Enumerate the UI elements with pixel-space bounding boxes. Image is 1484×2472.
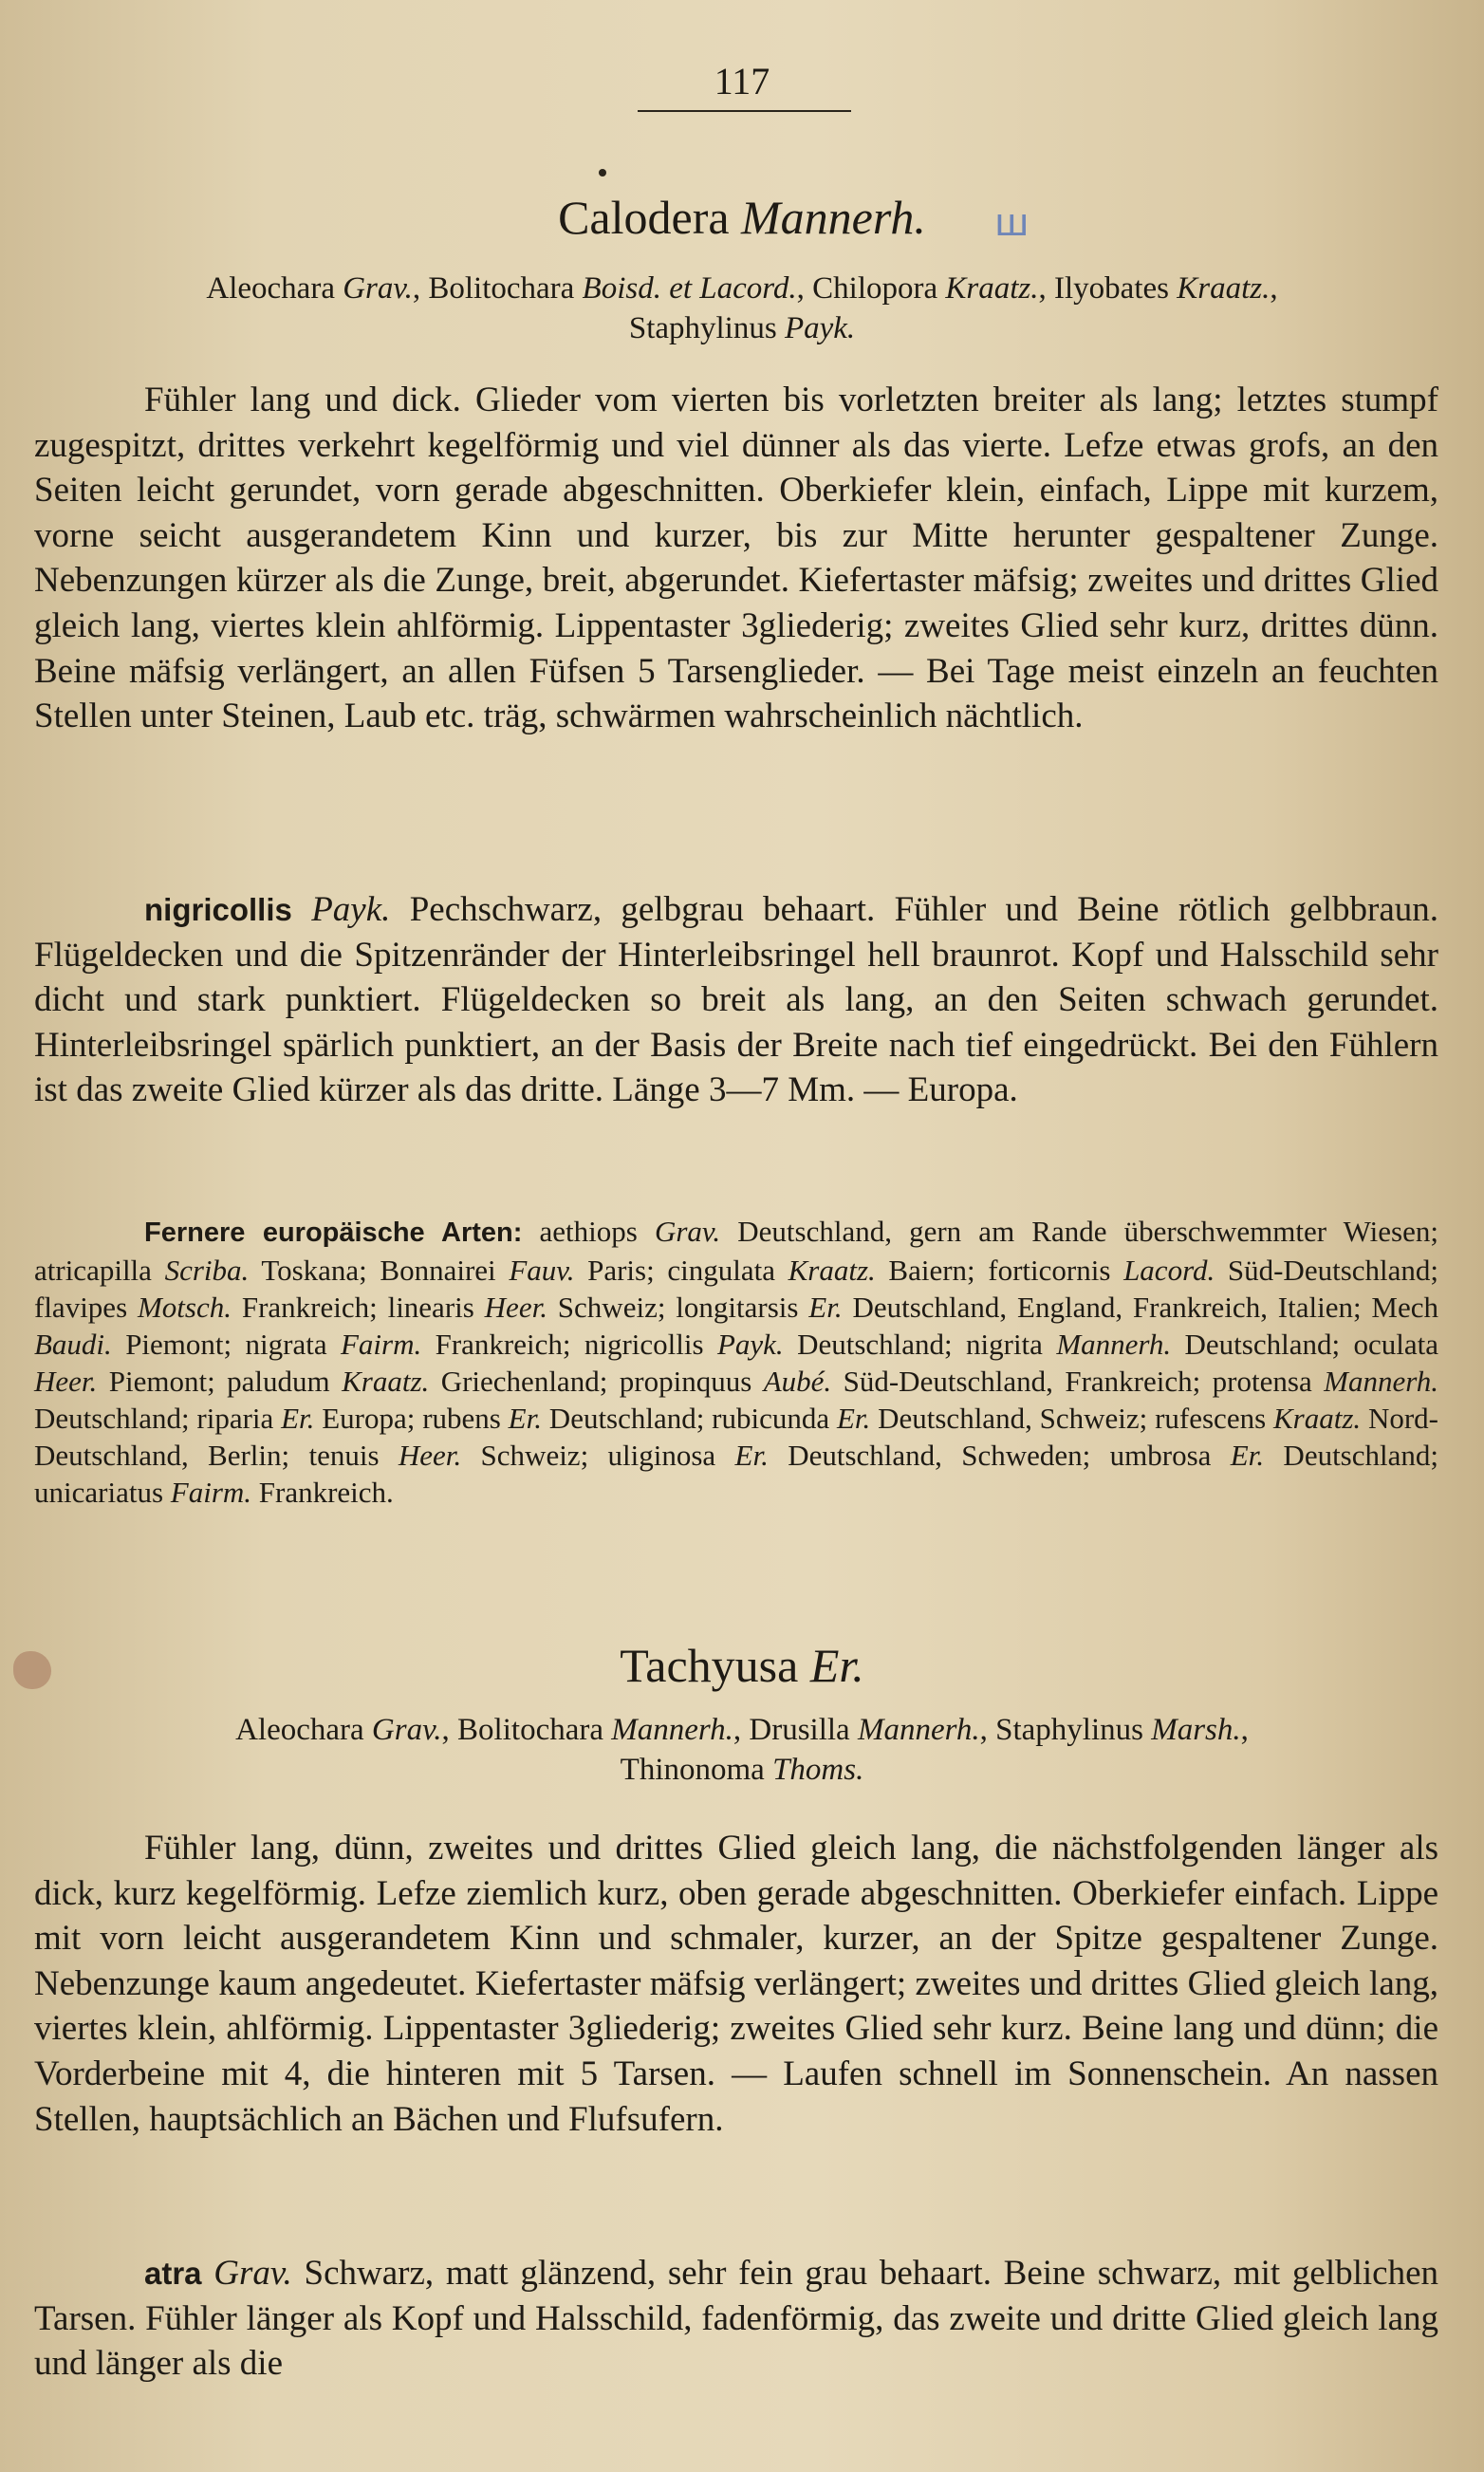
genus-description-calodera: Fühler lang und dick. Glieder vom vierten bis vorletzten breiter als lang; letztes stumpf zugespitzt, drittes verkehrt kegelförmig und viel dünner als das vierte. Lefze etwas grofs, an den Seiten leicht gerundet, vorn gerade abgeschnitten. Oberkiefer klein, einfach, Lippe mit kurzem, vorne seicht ausgerandetem Kinn und kurzer, bis zur Mitte herunter gespaltener Zunge. Nebenzungen kürzer als die Zunge, breit, abgerundet. Kiefertaster mäfsig; zweites und drittes Glied gleich lang, viertes klein ahlförmig. Lippentaster 3gliederig; zweites Glied sehr kurz, drittes dünn. Beine mäfsig verlängert, an allen Füfsen 5 Tarsenglieder. — Bei Tage meist einzeln an feuchten Stellen unter Steinen, Laub etc. träg, schwärmen wahrscheinlich nächtlich. [34, 381, 1438, 736]
species-name: atra [144, 2256, 202, 2291]
synonyms-tachyusa [0, 1710, 1484, 1790]
species-atra [34, 2251, 1438, 2387]
synonyms-line-1: Aleochara Grav., Bolitochara Mannerh., Drusilla Mannerh., Staphylinus Marsh., [235, 1713, 1249, 1747]
pencil-mark-icon: ꟺ [994, 201, 1030, 245]
genus-heading-calodera [0, 190, 1484, 245]
species-author: Grav. [213, 2254, 292, 2293]
page-number: 117 [714, 60, 770, 102]
further-species-list: Fernere europäische Arten: aethiops Grav. Deutschland, gern am Rande überschwemmter Wiesen; atricapilla Scriba. Toskana; Bonnairei Fauv. Paris; cingulata Kraatz. Baiern; forticornis Lacord. Süd-Deutschland; flavipes Motsch. Frankreich; linearis Heer. Schweiz; longitarsis Er. Deutschland, England, Frankreich, Italien; Mech Baudi. Piemont; nigrata Fairm. Frankreich; nigricollis Payk. Deutschland; nigrita Mannerh. Deutschland; oculata Heer. Piemont; paludum Kraatz. Griechenland; propinquus Aubé. Süd-Deutschland, Frankreich; protensa Mannerh. Deutschland; riparia Er. Europa; rubens Er. Deutschland; rubicunda Er. Deutschland, Schweiz; rufescens Kraatz. Nord-Deutschland, Berlin; tenuis Heer. Schweiz; uliginosa Er. Deutschland, Schweden; umbrosa Er. Deutschland; unicariatus Fairm. Frankreich. [34, 1215, 1439, 1509]
genus-name: Tachyusa [620, 1639, 799, 1692]
genus-author: Er. [809, 1639, 864, 1692]
species-name: nigricollis [144, 892, 292, 927]
genus-name: Calodera [558, 191, 730, 244]
species-text: Schwarz, matt glänzend, sehr fein grau behaart. Beine schwarz, mit gelblichen Tarsen. Fühler länger als Kopf und Halsschild, fadenförmig, das zweite und dritte Glied gleich lang und länger als die [34, 2254, 1439, 2384]
species-author: Payk. [311, 890, 391, 929]
species-text: Pechschwarz, gelbgrau behaart. Fühler und Beine rötlich gelbbraun. Flügeldecken und die Spitzenränder der Hinterleibsringel hell braunrot. Kopf und Halsschild sehr dicht und stark punktiert. Flügeldecken so breit als lang, an den Seiten schwach gerundet. Hinterleibsringel spärlich punktiert, an der Basis der Breite nach tief eingedrückt. Bei den Fühlern ist das zweite Glied kürzer als das dritte. Länge 3—7 Mm. — Europa. [34, 890, 1438, 1110]
species-nigricollis [34, 887, 1438, 1113]
further-heading: Fernere europäische Arten: [144, 1217, 523, 1248]
synonyms-line-2: Thinonoma Thoms. [620, 1753, 864, 1787]
genus-description-tachyusa: Fühler lang, dünn, zweites und drittes Glied gleich lang, die nächstfolgenden länger als dick, kurz kegelförmig. Lefze ziemlich kurz, oben gerade abgeschnitten. Oberkiefer einfach. Lippe mit vorn leicht ausgerandetem Kinn und schmaler, kurzer, an der Spitze gespaltener Zunge. Nebenzunge kaum angedeutet. Kiefertaster mäfsig verlängert; zweites und drittes Glied gleich lang, viertes klein, ahlförmig. Lippentaster 3gliederig; zweites Glied sehr kurz. Beine lang und dünn; die Vorderbeine mit 4, die hinteren mit 5 Tarsen. — Laufen schnell im Sonnenschein. An nassen Stellen, hauptsächlich an Bächen und Flufsufern. [34, 1829, 1438, 2139]
genus-author: Mannerh. [741, 191, 926, 244]
synonyms-calodera [0, 269, 1484, 348]
synonyms-line-1: Aleochara Grav., Bolitochara Boisd. et Lacord., Chilopora Kraatz., Ilyobates Kraatz., [206, 271, 1278, 306]
genus-heading-tachyusa [0, 1638, 1484, 1693]
ink-dot [599, 169, 606, 177]
header-rule [638, 110, 851, 112]
synonyms-line-2: Staphylinus Payk. [628, 311, 856, 345]
